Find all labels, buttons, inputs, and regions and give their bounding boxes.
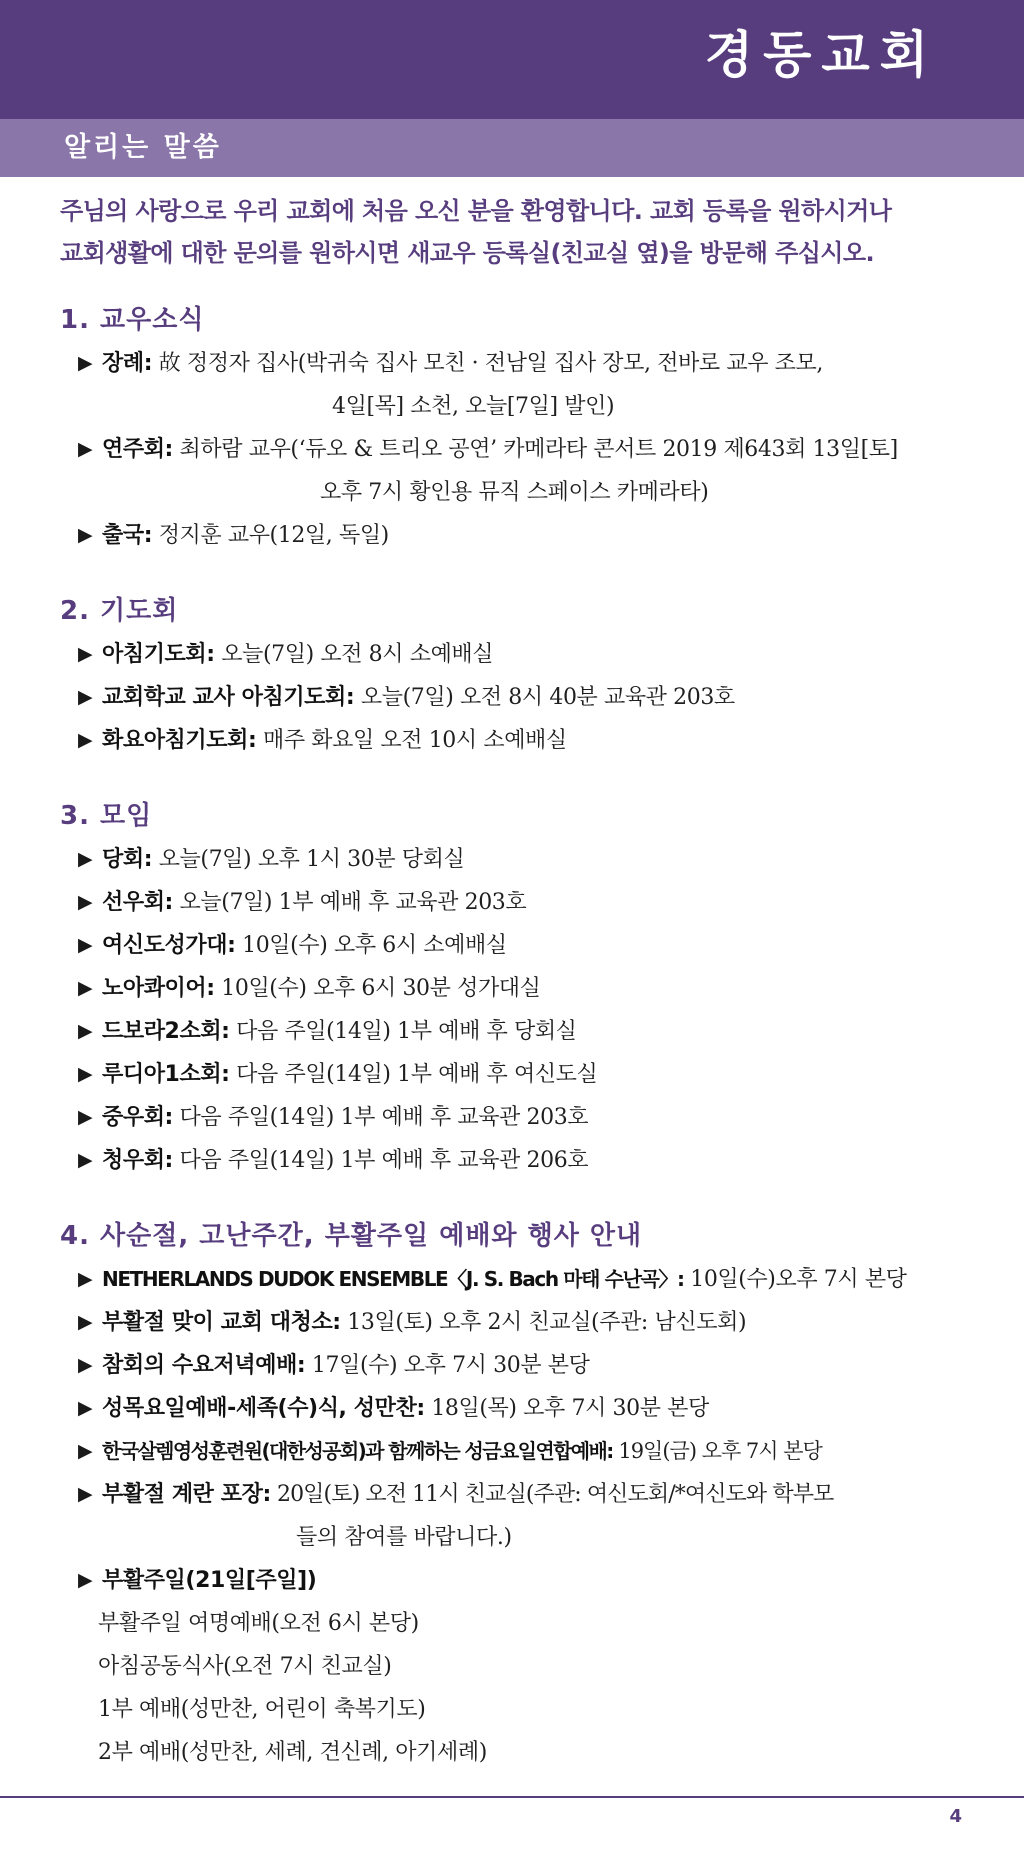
section-easter-events	[60, 1216, 980, 1774]
list-item	[60, 633, 980, 676]
right-triangle-icon: ▶	[78, 1268, 93, 1290]
page-number: 4	[949, 1806, 962, 1827]
item-text: 오늘(7일) 오후 1시 30분 당회실	[152, 847, 465, 872]
item-continuation: 4일[목] 소천, 오늘[7일] 발인)	[332, 394, 615, 419]
item-text: 정지훈 교우(12일, 독일)	[152, 523, 389, 548]
easter-service-line: 부활주일 여명예배(오전 6시 본당)	[98, 1611, 419, 1636]
item-label: 성목요일예배-세족(수)식, 성만찬:	[102, 1396, 425, 1421]
item-label: 부활절 맞이 교회 대청소:	[102, 1310, 341, 1335]
right-triangle-icon: ▶	[78, 1106, 93, 1128]
list-item	[60, 676, 980, 719]
section-member-news	[60, 300, 980, 557]
item-label: 루디아1소회:	[102, 1062, 230, 1087]
section-bar-title: 알리는 말씀	[64, 132, 222, 163]
item-continuation: 들의 참여를 바랍니다.)	[296, 1525, 512, 1550]
item-label: 연주회:	[102, 437, 173, 462]
church-logo: 경동교회	[704, 26, 938, 84]
list-item	[60, 1301, 980, 1344]
list-item	[60, 1096, 980, 1139]
right-triangle-icon: ▶	[78, 643, 93, 665]
item-text: 13일(토) 오후 2시 친교실(주관: 남신도회)	[340, 1310, 747, 1335]
list-item	[60, 1430, 980, 1473]
item-text: 오늘(7일) 1부 예배 후 교육관 203호	[172, 890, 527, 915]
list-item	[60, 1473, 980, 1516]
list-item	[60, 719, 980, 762]
item-text: 故 정정자 집사(박귀숙 집사 모친 · 전남일 집사 장모, 전바로 교우 조모,	[152, 351, 823, 376]
item-label: 노아콰이어:	[102, 976, 215, 1001]
right-triangle-icon: ▶	[78, 848, 93, 870]
easter-service-line: 2부 예배(성만찬, 세례, 견신례, 아기세례)	[98, 1740, 487, 1765]
item-text: 다음 주일(14일) 1부 예배 후 교육관 206호	[172, 1148, 589, 1173]
right-triangle-icon: ▶	[78, 686, 93, 708]
item-label: 부활주일(21일[주일])	[102, 1568, 317, 1593]
item-label: 화요아침기도회:	[102, 728, 257, 753]
right-triangle-icon: ▶	[78, 352, 93, 374]
list-item	[60, 1559, 980, 1602]
right-triangle-icon: ▶	[78, 1397, 93, 1419]
item-label: 선우회:	[102, 890, 173, 915]
item-label: 드보라2소회:	[102, 1019, 230, 1044]
item-text: 다음 주일(14일) 1부 예배 후 여신도실	[229, 1062, 598, 1087]
item-label: 아침기도회:	[102, 642, 215, 667]
announcements	[60, 300, 980, 1808]
item-text: 최하람 교우(‘듀오 & 트리오 공연’ 카메라타 콘서트 2019 제643회 13일[토]	[172, 437, 898, 462]
item-text: 17일(수) 오후 7시 30분 본당	[305, 1353, 590, 1378]
item-label: 여신도성가대:	[102, 933, 236, 958]
right-triangle-icon: ▶	[78, 1020, 93, 1042]
list-item	[60, 838, 980, 881]
item-text: 다음 주일(14일) 1부 예배 후 교육관 203호	[172, 1105, 589, 1130]
item-text: 10일(수) 오후 6시 30분 성가대실	[214, 976, 541, 1001]
right-triangle-icon: ▶	[78, 1149, 93, 1171]
welcome-line: 주님의 사랑으로 우리 교회에 처음 오신 분을 환영합니다. 교회 등록을 원하시거나	[60, 197, 892, 225]
section-title: 2. 기도회	[60, 596, 179, 626]
list-item	[60, 342, 980, 385]
item-text: 매주 화요일 오전 10시 소예배실	[256, 728, 567, 753]
right-triangle-icon: ▶	[78, 438, 93, 460]
item-label: 장례:	[102, 351, 153, 376]
section-title: 3. 모임	[60, 801, 153, 831]
list-item	[60, 428, 980, 471]
item-text: 20일(토) 오전 11시 친교실(주관: 여신도회/*여신도와 학부모	[270, 1482, 834, 1507]
item-label: 청우회:	[102, 1148, 173, 1173]
easter-service-line: 아침공동식사(오전 7시 친교실)	[98, 1654, 392, 1679]
section-title: 4. 사순절, 고난주간, 부활주일 예배와 행사 안내	[60, 1221, 643, 1251]
section-prayer-meetings	[60, 591, 980, 762]
list-item	[60, 924, 980, 967]
right-triangle-icon: ▶	[78, 1354, 93, 1376]
item-label: 당회:	[102, 847, 153, 872]
list-item	[60, 1010, 980, 1053]
easter-service-line: 1부 예배(성만찬, 어린이 축복기도)	[98, 1697, 426, 1722]
section-gatherings	[60, 796, 980, 1182]
welcome-line: 교회생활에 대한 문의를 원하시면 새교우 등록실(친교실 옆)을 방문해 주십시오.	[60, 239, 874, 267]
item-text: 오늘(7일) 오전 8시 40분 교육관 203호	[354, 685, 735, 710]
right-triangle-icon: ▶	[78, 1063, 93, 1085]
list-item	[60, 1258, 980, 1301]
right-triangle-icon: ▶	[78, 729, 93, 751]
item-label: 참회의 수요저녁예배:	[102, 1353, 306, 1378]
list-item	[60, 1387, 980, 1430]
right-triangle-icon: ▶	[78, 934, 93, 956]
right-triangle-icon: ▶	[78, 524, 93, 546]
item-text: 18일(목) 오후 7시 30분 본당	[424, 1396, 709, 1421]
right-triangle-icon: ▶	[78, 1440, 93, 1462]
right-triangle-icon: ▶	[78, 1311, 93, 1333]
right-triangle-icon: ▶	[78, 1569, 93, 1591]
list-item	[60, 514, 980, 557]
item-text: 다음 주일(14일) 1부 예배 후 당회실	[229, 1019, 577, 1044]
welcome-message	[60, 190, 980, 274]
item-label: 중우회:	[102, 1105, 173, 1130]
item-text: 오늘(7일) 오전 8시 소예배실	[214, 642, 494, 667]
section-bar	[0, 119, 1024, 177]
list-item	[60, 881, 980, 924]
list-item	[60, 967, 980, 1010]
right-triangle-icon: ▶	[78, 1483, 93, 1505]
item-text: 19일(금) 오후 7시 본당	[612, 1439, 822, 1463]
item-text: 10일(수) 오후 6시 소예배실	[235, 933, 507, 958]
section-title: 1. 교우소식	[60, 305, 205, 335]
item-label: 한국살렘영성훈련원(대한성공회)과 함께하는 성금요일연합예배:	[102, 1439, 613, 1463]
item-label: 출국:	[102, 523, 153, 548]
item-text: 10일(수)오후 7시 본당	[683, 1267, 907, 1292]
item-label: 부활절 계란 포장:	[102, 1482, 271, 1507]
item-label: NETHERLANDS DUDOK ENSEMBLE〈J. S. Bach 마태 수난곡〉:	[102, 1267, 684, 1291]
list-item	[60, 1053, 980, 1096]
header-bar	[0, 0, 1024, 119]
footer-divider	[0, 1796, 1024, 1798]
right-triangle-icon: ▶	[78, 977, 93, 999]
list-item	[60, 1344, 980, 1387]
list-item	[60, 1139, 980, 1182]
right-triangle-icon: ▶	[78, 891, 93, 913]
item-continuation: 오후 7시 황인용 뮤직 스페이스 카메라타)	[320, 480, 709, 505]
item-label: 교회학교 교사 아침기도회:	[102, 685, 355, 710]
